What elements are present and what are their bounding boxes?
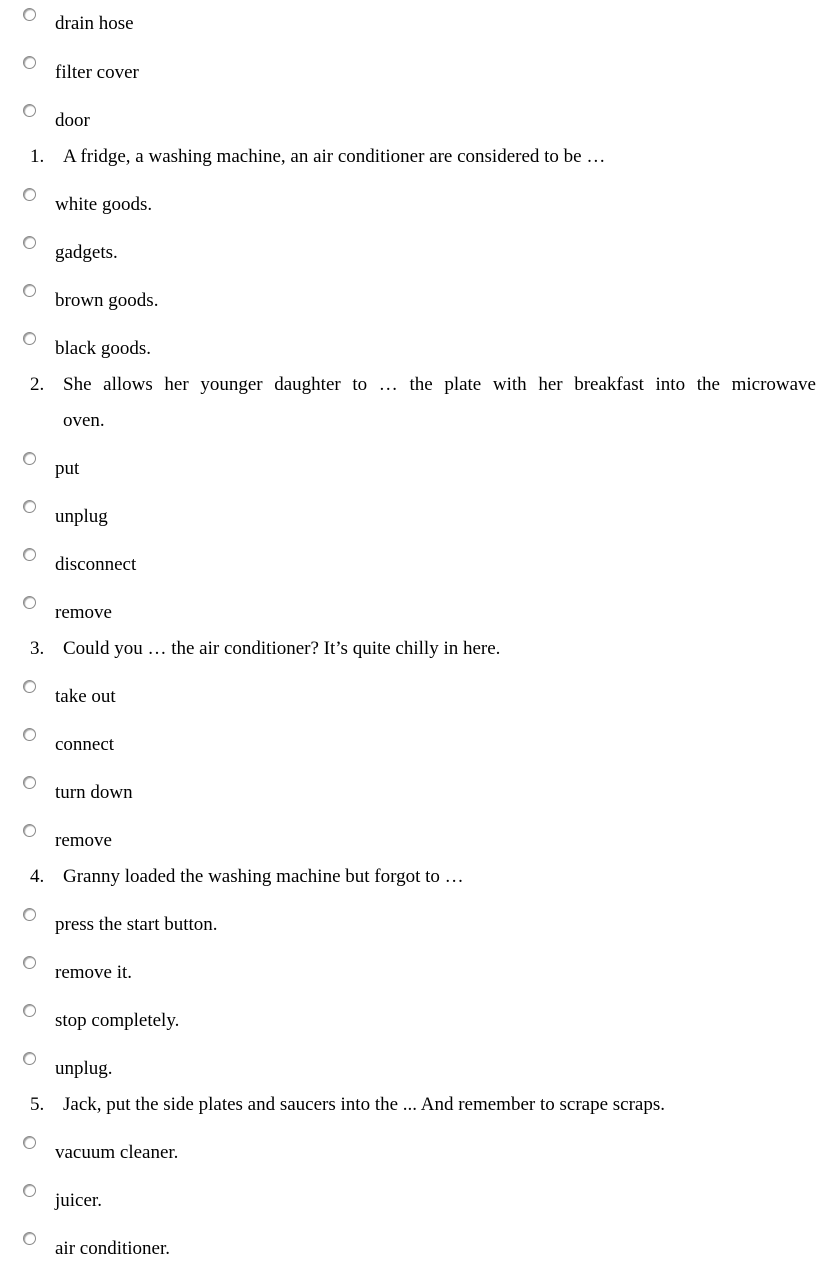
option-label: turn down <box>55 782 133 803</box>
radio-button[interactable] <box>23 56 36 69</box>
option-label: gadgets. <box>55 242 118 263</box>
option-label: unplug. <box>55 1058 113 1079</box>
radio-button[interactable] <box>23 1136 36 1149</box>
option-label: connect <box>55 734 115 755</box>
radio-button[interactable] <box>23 1184 36 1197</box>
question-number: 2. <box>30 374 45 395</box>
option-label: stop completely. <box>55 1010 180 1031</box>
option-label: press the start button. <box>55 914 218 935</box>
question-text: Granny loaded the washing machine but forgot to … <box>63 866 464 887</box>
question-text: Could you … the air conditioner? It’s quite chilly in here. <box>63 638 501 659</box>
radio-button[interactable] <box>23 332 36 345</box>
question-text: She allows her younger daughter to … the plate with her breakfast into the microwave <box>63 374 816 395</box>
option-label: brown goods. <box>55 290 159 311</box>
option-label: door <box>55 110 90 131</box>
radio-button[interactable] <box>23 1052 36 1065</box>
question-number: 3. <box>30 638 45 659</box>
radio-button[interactable] <box>23 1232 36 1245</box>
radio-button[interactable] <box>23 824 36 837</box>
radio-button[interactable] <box>23 1004 36 1017</box>
radio-button[interactable] <box>23 236 36 249</box>
option-label: remove <box>55 602 112 623</box>
option-label: vacuum cleaner. <box>55 1142 179 1163</box>
option-label: put <box>55 458 80 479</box>
option-label: unplug <box>55 506 108 527</box>
question-text: Jack, put the side plates and saucers into the ... And remember to scrape scraps. <box>63 1094 666 1115</box>
radio-button[interactable] <box>23 188 36 201</box>
radio-button[interactable] <box>23 104 36 117</box>
option-label: take out <box>55 686 116 707</box>
option-label: black goods. <box>55 338 152 359</box>
option-label: disconnect <box>55 554 137 575</box>
radio-button[interactable] <box>23 776 36 789</box>
radio-button[interactable] <box>23 908 36 921</box>
question-number: 5. <box>30 1094 45 1115</box>
option-label: air conditioner. <box>55 1238 171 1259</box>
option-label: juicer. <box>55 1190 102 1211</box>
radio-button[interactable] <box>23 956 36 969</box>
option-label: remove <box>55 830 112 851</box>
radio-button[interactable] <box>23 500 36 513</box>
option-label: filter cover <box>55 62 139 83</box>
radio-button[interactable] <box>23 284 36 297</box>
option-label: white goods. <box>55 194 153 215</box>
radio-button[interactable] <box>23 452 36 465</box>
question-number: 4. <box>30 866 45 887</box>
radio-button[interactable] <box>23 548 36 561</box>
question-text-continued: oven. <box>63 410 105 431</box>
question-number: 1. <box>30 146 45 167</box>
radio-button[interactable] <box>23 728 36 741</box>
radio-button[interactable] <box>23 8 36 21</box>
radio-button[interactable] <box>23 680 36 693</box>
question-text: A fridge, a washing machine, an air conditioner are considered to be … <box>63 146 606 167</box>
option-label: drain hose <box>55 13 134 34</box>
radio-button[interactable] <box>23 596 36 609</box>
option-label: remove it. <box>55 962 133 983</box>
